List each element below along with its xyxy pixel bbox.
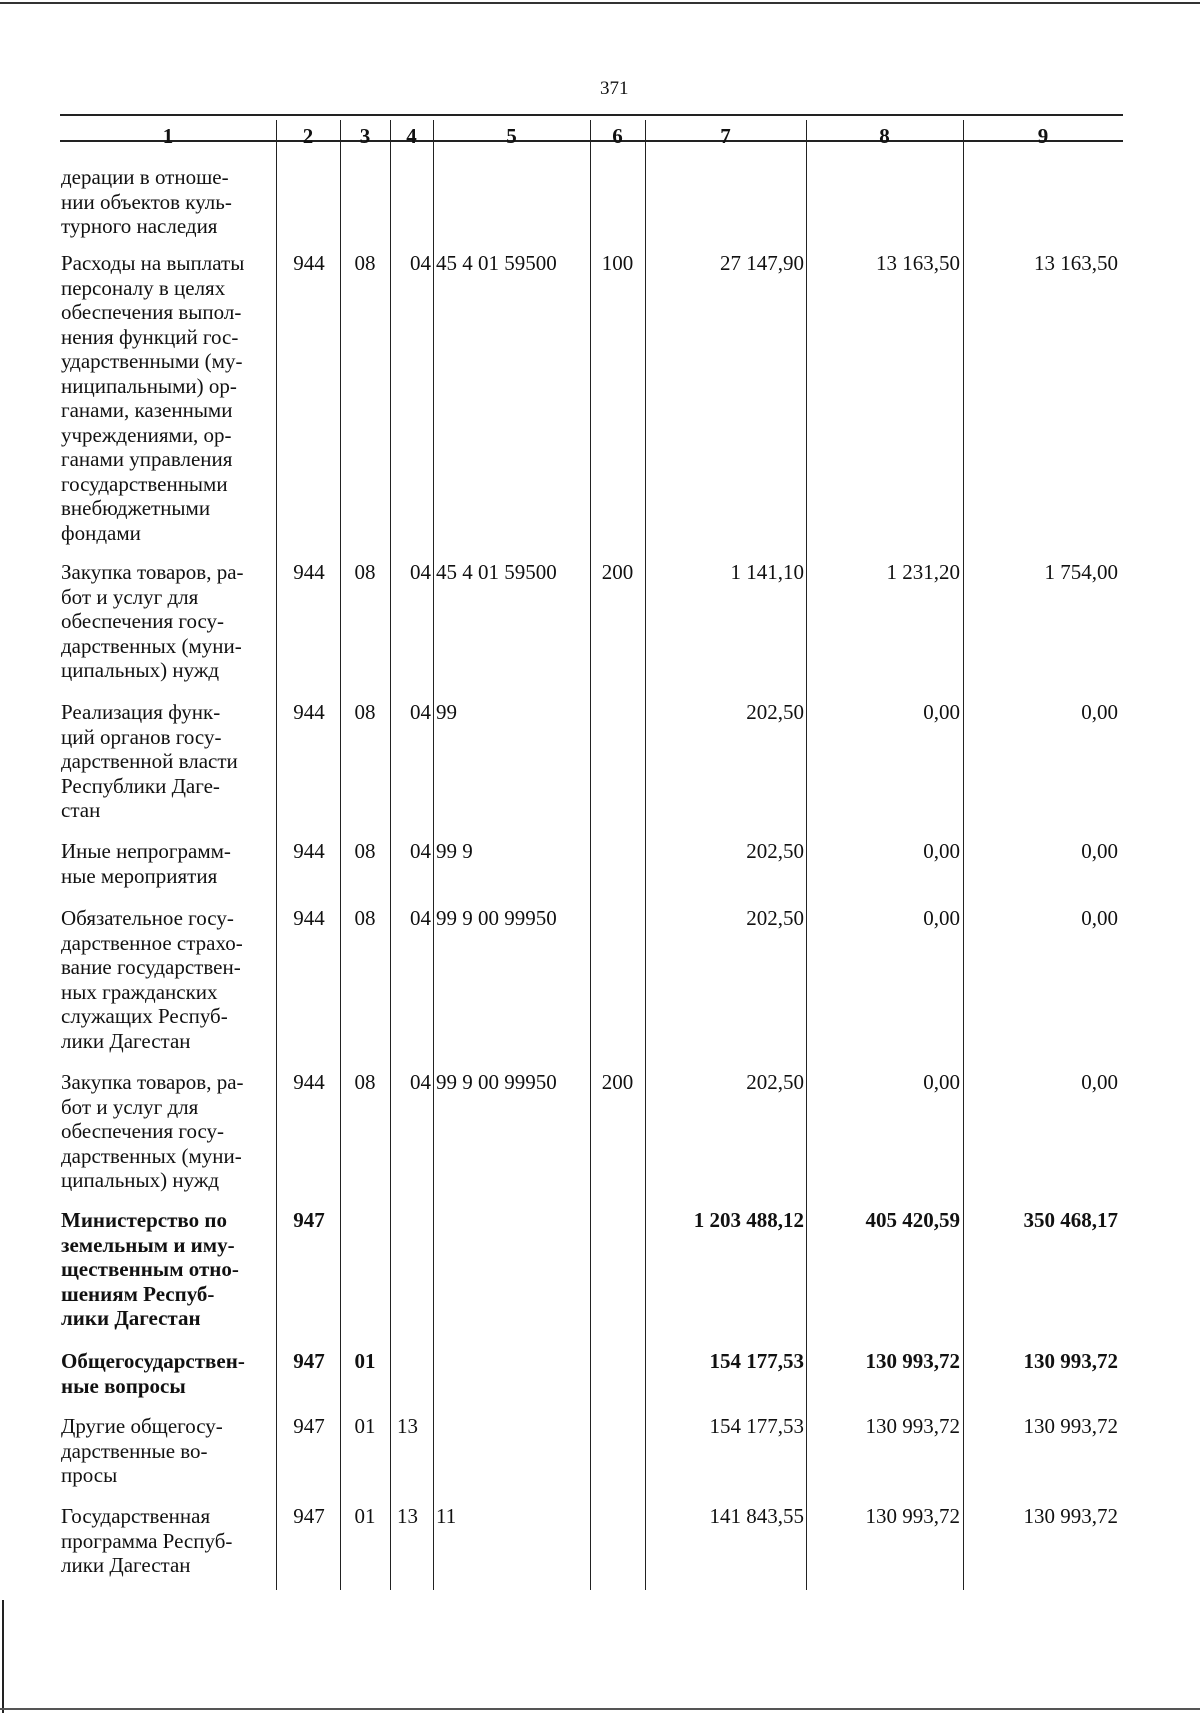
cell-amount-9: 130 993,72	[1023, 1414, 1118, 1438]
page-top-border	[0, 2, 1200, 4]
header-col-7: 7	[720, 124, 731, 148]
cell-amount-8: 0,00	[923, 906, 960, 930]
cell-amount-7: 141 843,55	[709, 1504, 804, 1528]
column-rule	[276, 120, 277, 1590]
cell-subsection: 04	[410, 700, 431, 724]
header-col-5: 5	[506, 124, 517, 148]
cell-grbs: 947	[293, 1349, 325, 1373]
cell-grbs: 947	[293, 1414, 325, 1438]
cell-target-article: 99	[436, 700, 457, 724]
cell-grbs: 944	[293, 560, 325, 584]
cell-amount-8: 0,00	[923, 839, 960, 863]
page-left-border	[2, 1600, 4, 1713]
header-col-8: 8	[879, 124, 890, 148]
cell-section: 08	[354, 700, 376, 724]
cell-grbs: 944	[293, 251, 325, 275]
cell-grbs: 947	[293, 1504, 325, 1528]
header-col-4: 4	[406, 124, 417, 148]
cell-amount-8: 1 231,20	[886, 560, 960, 584]
header-col-9: 9	[1037, 124, 1049, 148]
row-description: дерации в отноше- нии объектов куль- турного наследия	[61, 165, 232, 238]
column-rule	[433, 120, 434, 1590]
cell-section: 01	[354, 1349, 376, 1373]
cell-section: 08	[354, 839, 376, 863]
cell-amount-8: 0,00	[923, 700, 960, 724]
cell-amount-9: 130 993,72	[1023, 1504, 1118, 1528]
cell-amount-9: 0,00	[1081, 906, 1118, 930]
cell-target-article: 45 4 01 59500	[436, 560, 557, 584]
cell-amount-7: 154 177,53	[709, 1349, 804, 1373]
column-rule	[590, 120, 591, 1590]
cell-amount-8: 405 420,59	[865, 1208, 960, 1232]
column-rule	[645, 120, 646, 1590]
cell-section: 08	[354, 251, 376, 275]
cell-amount-7: 1 203 488,12	[693, 1208, 804, 1232]
budget-table	[60, 120, 1123, 1590]
cell-subsection: 04	[410, 906, 431, 930]
cell-expense-type: 200	[601, 1070, 634, 1094]
cell-target-article: 99 9	[436, 839, 473, 863]
cell-amount-9: 350 468,17	[1023, 1208, 1118, 1232]
cell-amount-9: 130 993,72	[1023, 1349, 1118, 1373]
cell-subsection: 04	[410, 251, 431, 275]
row-description: Закупка товаров, ра- бот и услуг для обеспечения госу- дарственных (муни- ципальных) нужд	[61, 1070, 244, 1192]
cell-section: 08	[354, 906, 376, 930]
cell-grbs: 944	[293, 1070, 325, 1094]
cell-grbs: 944	[293, 700, 325, 724]
row-description: Государственная программа Респуб- лики Дагестан	[61, 1504, 233, 1577]
cell-target-article: 99 9 00 99950	[436, 1070, 557, 1094]
row-description: Расходы на выплаты персоналу в целях обеспечения выпол- нения функций гос- ударственными (му- ниципальными) ор- ганами, казенными учреждениями, ор- ганами управления государственными внебюджетными фондами	[61, 251, 245, 545]
column-rule	[340, 120, 341, 1590]
cell-section: 01	[354, 1504, 376, 1528]
cell-amount-9: 0,00	[1081, 700, 1118, 724]
cell-amount-8: 130 993,72	[865, 1414, 960, 1438]
cell-section: 08	[354, 560, 376, 584]
cell-target-article: 45 4 01 59500	[436, 251, 557, 275]
cell-amount-8: 130 993,72	[865, 1504, 960, 1528]
row-description: Общегосударствен- ные вопросы	[61, 1349, 245, 1398]
cell-amount-7: 202,50	[746, 839, 804, 863]
cell-grbs: 944	[293, 839, 325, 863]
cell-amount-7: 202,50	[746, 1070, 804, 1094]
cell-amount-7: 202,50	[746, 906, 804, 930]
row-description: Реализация функ- ций органов госу- дарственной власти Республики Даге- стан	[61, 700, 238, 822]
page-number: 371	[600, 78, 629, 99]
column-rule	[806, 120, 807, 1590]
column-rule	[390, 120, 391, 1590]
cell-expense-type: 200	[601, 560, 634, 584]
row-description: Другие общегосу- дарственные во- просы	[61, 1414, 223, 1487]
column-rule	[963, 120, 964, 1590]
cell-expense-type: 100	[601, 251, 634, 275]
cell-amount-9: 13 163,50	[1034, 251, 1118, 275]
cell-target-article: 99 9 00 99950	[436, 906, 557, 930]
cell-amount-7: 1 141,10	[730, 560, 804, 584]
cell-amount-7: 202,50	[746, 700, 804, 724]
cell-amount-9: 0,00	[1081, 839, 1118, 863]
row-description: Обязательное госу- дарственное страхо- вание государствен- ных гражданских служащих Респуб- лики Дагестан	[61, 906, 243, 1053]
header-col-1: 1	[162, 124, 174, 148]
page-bottom-border	[0, 1708, 1200, 1710]
cell-subsection: 13	[397, 1414, 418, 1438]
cell-subsection: 04	[410, 1070, 431, 1094]
cell-subsection: 04	[410, 839, 431, 863]
cell-amount-9: 0,00	[1081, 1070, 1118, 1094]
cell-amount-8: 13 163,50	[876, 251, 960, 275]
header-col-3: 3	[359, 124, 371, 148]
table-top-rule	[60, 114, 1123, 116]
cell-grbs: 947	[293, 1208, 325, 1232]
row-description: Иные непрограмм- ные мероприятия	[61, 839, 231, 888]
cell-target-article: 11	[436, 1504, 457, 1528]
cell-amount-7: 154 177,53	[709, 1414, 804, 1438]
row-description: Министерство по земельным и иму- щественным отно- шениям Респуб- лики Дагестан	[61, 1208, 239, 1330]
header-col-2: 2	[302, 124, 314, 148]
cell-section: 01	[354, 1414, 376, 1438]
cell-section: 08	[354, 1070, 376, 1094]
cell-grbs: 944	[293, 906, 325, 930]
cell-amount-7: 27 147,90	[720, 251, 804, 275]
cell-amount-8: 130 993,72	[865, 1349, 960, 1373]
cell-amount-8: 0,00	[923, 1070, 960, 1094]
cell-amount-9: 1 754,00	[1044, 560, 1118, 584]
header-col-6: 6	[612, 124, 623, 148]
row-description: Закупка товаров, ра- бот и услуг для обеспечения госу- дарственных (муни- ципальных) нужд	[61, 560, 244, 682]
cell-subsection: 13	[397, 1504, 418, 1528]
cell-subsection: 04	[410, 560, 431, 584]
